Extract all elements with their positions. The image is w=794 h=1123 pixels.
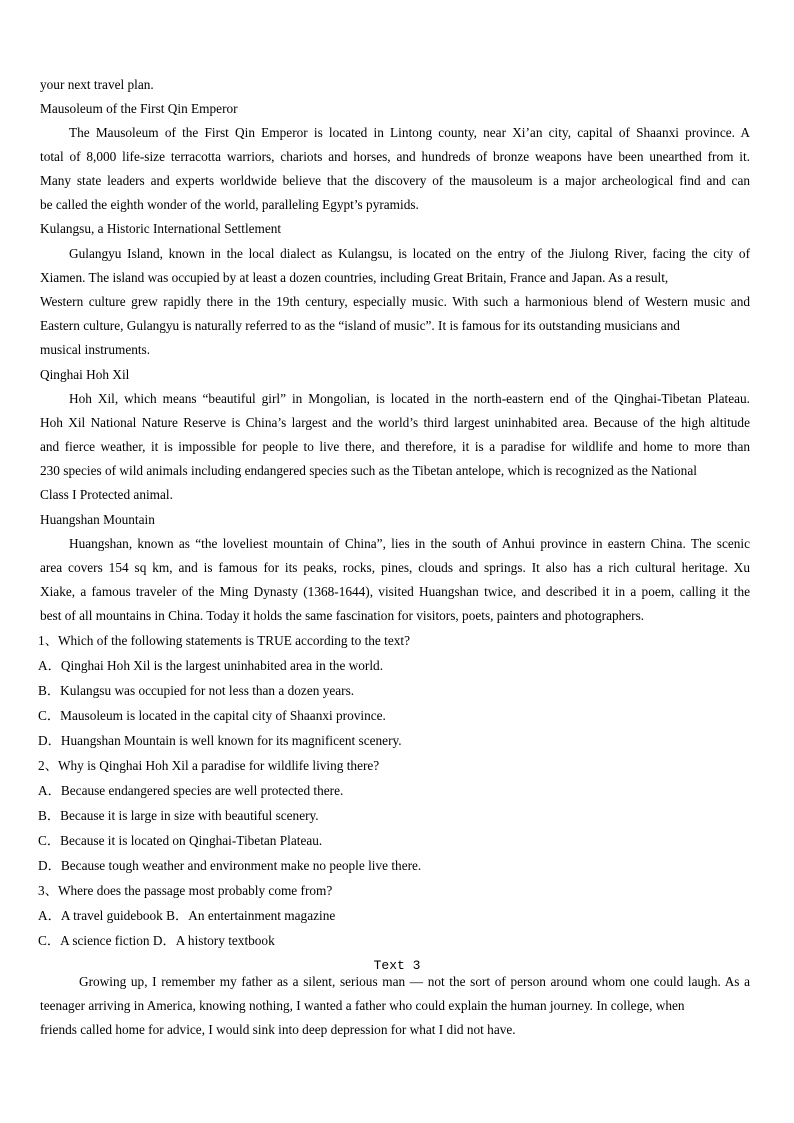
paragraph-line: Huangshan, known as “the loveliest mountain of China”, lies in the south of Anhui province in eastern China. The scenic	[69, 536, 750, 551]
question-2-option-d: D．Because tough weather and environment make no people live there.	[38, 858, 422, 873]
question-2-stem: 2、Why is Qinghai Hoh Xil a paradise for wildlife living there?	[38, 758, 380, 773]
text-3-title: Text 3	[373, 958, 421, 973]
paragraph-line: and fierce weather, it is impossible for people to live there, and therefore, it is a paradise for wildlife and home to more than	[40, 439, 750, 454]
paragraph-line: musical instruments.	[40, 342, 151, 357]
paragraph-line: friends called home for advice, I would sink into deep depression for what I did not have.	[40, 1022, 516, 1037]
question-1-option-d: D．Huangshan Mountain is well known for its magnificent scenery.	[38, 733, 402, 748]
question-2-option-c: C．Because it is located on Qinghai-Tibetan Plateau.	[38, 833, 323, 848]
question-1-option-c: C．Mausoleum is located in the capital city of Shaanxi province.	[38, 708, 386, 723]
section-heading-kulangsu: Kulangsu, a Historic International Settlement	[40, 221, 282, 236]
question-1-option-a: A．Qinghai Hoh Xil is the largest uninhabited area in the world.	[38, 658, 384, 673]
intro-tail: your next travel plan.	[40, 77, 154, 92]
section-heading-huangshan: Huangshan Mountain	[40, 512, 155, 527]
section-heading-hoh-xil: Qinghai Hoh Xil	[40, 367, 130, 382]
question-3-stem: 3、Where does the passage most probably come from?	[38, 883, 333, 898]
section-heading-mausoleum: Mausoleum of the First Qin Emperor	[40, 101, 238, 116]
paragraph-line: Many state leaders and experts worldwide believe that the discovery of the mausoleum is a major archeological find and can	[40, 173, 750, 188]
question-2-option-a: A．Because endangered species are well protected there.	[38, 783, 344, 798]
paragraph-line: total of 8,000 life-size terracotta warriors, chariots and horses, and hundreds of bronze weapons have been unearthed from it.	[40, 149, 750, 164]
paragraph-line: Hoh Xil, which means “beautiful girl” in Mongolian, is located in the north-eastern end of the Qinghai-Tibetan Plateau.	[69, 391, 750, 406]
paragraph-line: Western culture grew rapidly there in the 19th century, especially music. With such a harmonious blend of Western music and	[40, 294, 750, 309]
paragraph-line: Xiake, a famous traveler of the Ming Dynasty (1368-1644), visited Huangshan twice, and described it in a poem, calling it the	[40, 584, 750, 599]
question-3-options-cd: C．A science fiction D．A history textbook	[38, 933, 275, 948]
paragraph-line: be called the eighth wonder of the world, paralleling Egypt’s pyramids.	[40, 197, 419, 212]
question-1-option-b: B．Kulangsu was occupied for not less than a dozen years.	[38, 683, 355, 698]
question-1-stem: 1、Which of the following statements is TRUE according to the text?	[38, 633, 410, 648]
paragraph-line: Gulangyu Island, known in the local dialect as Kulangsu, is located on the entry of the Jiulong River, facing the city of	[69, 246, 750, 261]
question-3-options-ab: A．A travel guidebook B．An entertainment magazine	[38, 908, 336, 923]
paragraph-line: Growing up, I remember my father as a silent, serious man — not the sort of person around whom one could laugh. As a	[79, 974, 750, 989]
paragraph-line: Hoh Xil National Nature Reserve is China’s largest and the world’s third largest uninhabited area. Because of the high altitude	[40, 415, 750, 430]
paragraph-line: Class I Protected animal.	[40, 487, 173, 502]
paragraph-line: teenager arriving in America, knowing nothing, I wanted a father who could explain the human journey. In college, when	[40, 998, 685, 1013]
question-2-option-b: B．Because it is large in size with beautiful scenery.	[38, 808, 319, 823]
paragraph-line: area covers 154 sq km, and is famous for its peaks, rocks, pines, clouds and springs. It also has a rich cultural heritage. Xu	[40, 560, 750, 575]
paragraph-line: Xiamen. The island was occupied by at least a dozen countries, including Great Britain, France and Japan. As a result,	[40, 270, 669, 285]
paragraph-line: best of all mountains in China. Today it holds the same fascination for visitors, poets, painters and photographers.	[40, 608, 645, 623]
paragraph-line: The Mausoleum of the First Qin Emperor is located in Lintong county, near Xi’an city, capital of Shaanxi province. A	[69, 125, 750, 140]
paragraph-line: 230 species of wild animals including endangered species such as the Tibetan antelope, which is recognized as the National	[40, 463, 697, 478]
paragraph-line: Eastern culture, Gulangyu is naturally referred to as the “island of music”. It is famous for its outstanding musicians and	[40, 318, 680, 333]
